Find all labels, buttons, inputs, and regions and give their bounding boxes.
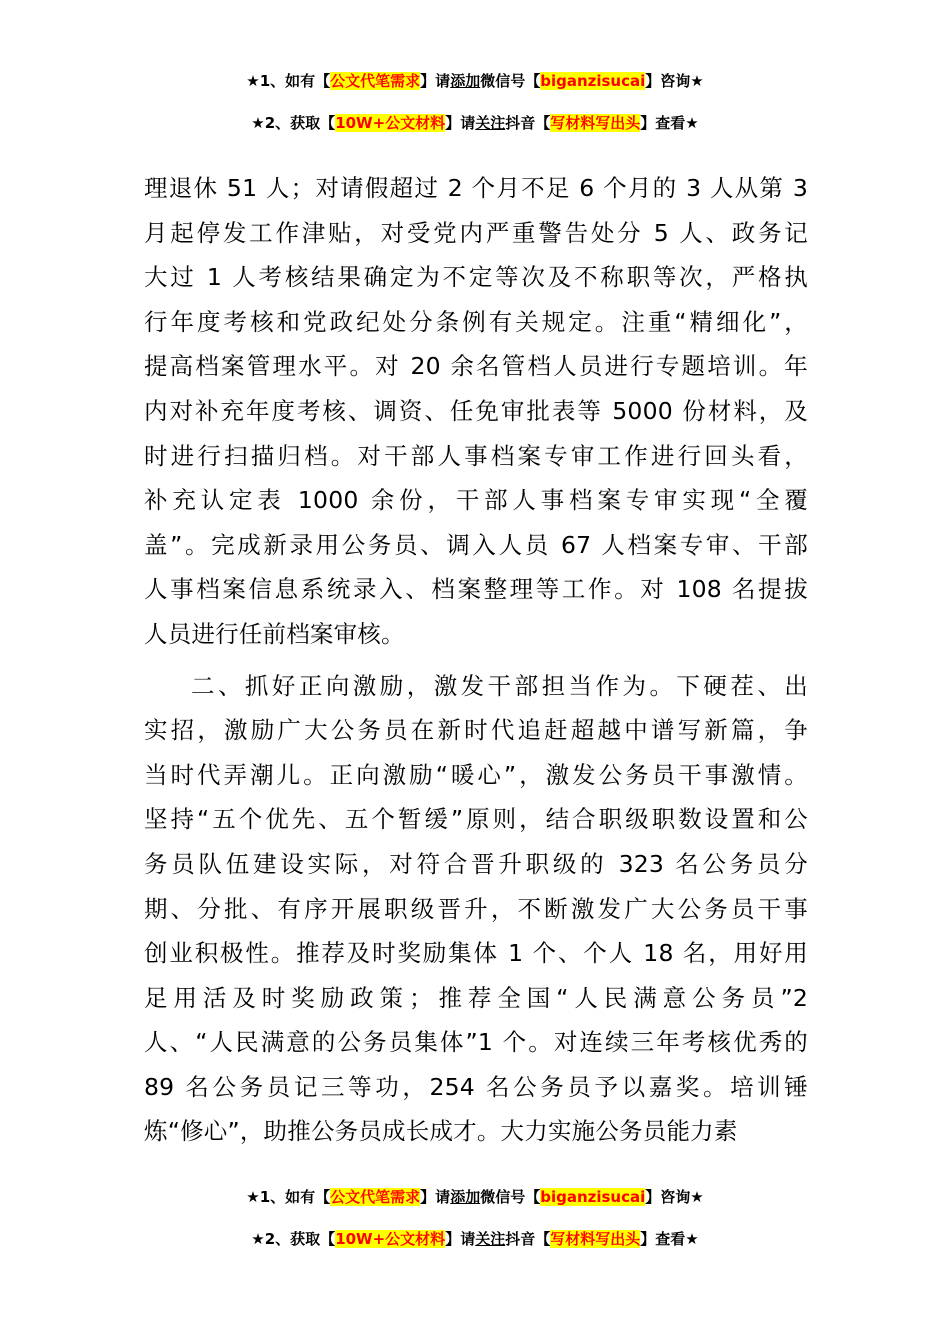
promo-text: 微信号【 (480, 72, 541, 90)
text-line: 当时代弄潮儿。正向激励“暖心”，激发公务员干事激情。 (144, 760, 808, 789)
header-promo-line-1 (0, 70, 950, 92)
promo-underline: 关注 (475, 114, 506, 132)
text-line: 期、分批、有序开展职级晋升，不断激发广大公务员干事 (144, 894, 808, 923)
promo-highlight-wechat-id: biganzisucai (540, 72, 646, 90)
promo-underline: 关注 (475, 1230, 506, 1248)
footer-promo-line-1 (0, 1186, 950, 1208)
promo-prefix: ★1、如有【 (246, 1188, 331, 1206)
text-line: 人、“人民满意的公务员集体”1 个。对连续三年考核优秀的 (144, 1028, 808, 1057)
text-line: 人事档案信息系统录入、档案整理等工作。对 108 名提拔 (144, 575, 808, 604)
promo-suffix: 】查看★ (640, 114, 699, 132)
promo-prefix: ★1、如有【 (246, 72, 331, 90)
text-line: 二、抓好正向激励，激发干部担当作为。下硬茬、出 (191, 671, 808, 700)
text-line: 大过 1 人考核结果确定为不定等次及不称职等次，严格执 (144, 263, 808, 292)
promo-text: 抖音【 (505, 1230, 551, 1248)
promo-text: 】请 (445, 1230, 476, 1248)
text-line: 时进行扫描归档。对干部人事档案专审工作进行回头看， (144, 441, 808, 470)
text-line: 炼“修心”，助推公务员成长成才。大力实施公务员能力素 (144, 1117, 738, 1146)
promo-highlight-wechat-id: biganzisucai (540, 1188, 646, 1206)
paragraph-1 (144, 166, 808, 657)
promo-highlight-service: 公文代笔需求 (330, 72, 421, 90)
promo-suffix: 】咨询★ (645, 72, 704, 90)
promo-suffix: 】查看★ (640, 1230, 699, 1248)
text-line: 创业积极性。推荐及时奖励集体 1 个、个人 18 名，用好用 (144, 939, 808, 968)
promo-text: 微信号【 (480, 1188, 541, 1206)
text-line: 89 名公务员记三等功，254 名公务员予以嘉奖。培训锤 (144, 1072, 808, 1101)
promo-text: 】请 (420, 72, 451, 90)
promo-text: 】请 (420, 1188, 451, 1206)
text-line: 务员队伍建设实际，对符合晋升职级的 323 名公务员分 (144, 849, 808, 878)
promo-highlight-materials: 10W+公文材料 (335, 114, 446, 132)
text-line: 足用活及时奖励政策；推荐全国“人民满意公务员”2 (144, 983, 808, 1012)
text-line: 坚持“五个优先、五个暂缓”原则，结合职级职数设置和公 (144, 805, 808, 834)
promo-suffix: 】咨询★ (645, 1188, 704, 1206)
promo-underline: 添加 (450, 72, 481, 90)
text-line: 补充认定表 1000 余份，干部人事档案专审实现“全覆 (144, 486, 808, 515)
promo-underline: 添加 (450, 1188, 481, 1206)
text-line: 内对补充年度考核、调资、任免审批表等 5000 份材料，及 (144, 396, 808, 425)
text-line: 盖”。完成新录用公务员、调入人员 67 人档案专审、干部 (144, 530, 808, 559)
paragraph-2 (144, 664, 808, 1155)
text-line: 月起停发工作津贴，对受党内严重警告处分 5 人、政务记 (144, 218, 808, 247)
text-line: 行年度考核和党政纪处分条例有关规定。注重“精细化”， (144, 307, 808, 336)
promo-prefix: ★2、获取【 (251, 114, 336, 132)
promo-highlight-service: 公文代笔需求 (330, 1188, 421, 1206)
text-line: 理退休 51 人；对请假超过 2 个月不足 6 个月的 3 人从第 3 (144, 174, 808, 202)
promo-text: 】请 (445, 114, 476, 132)
promo-prefix: ★2、获取【 (251, 1230, 336, 1248)
text-line: 人员进行任前档案审核。 (144, 619, 405, 648)
document-body (144, 166, 808, 1154)
text-line: 实招，激励广大公务员在新时代追赶超越中谱写新篇，争 (144, 716, 808, 745)
promo-text: 抖音【 (505, 114, 551, 132)
header-promo-line-2 (0, 112, 950, 134)
text-line: 提高档案管理水平。对 20 余名管档人员进行专题培训。年 (144, 352, 808, 381)
footer-promo-line-2 (0, 1228, 950, 1250)
promo-highlight-douyin: 写材料写出头 (550, 1230, 641, 1248)
promo-highlight-materials: 10W+公文材料 (335, 1230, 446, 1248)
promo-highlight-douyin: 写材料写出头 (550, 114, 641, 132)
